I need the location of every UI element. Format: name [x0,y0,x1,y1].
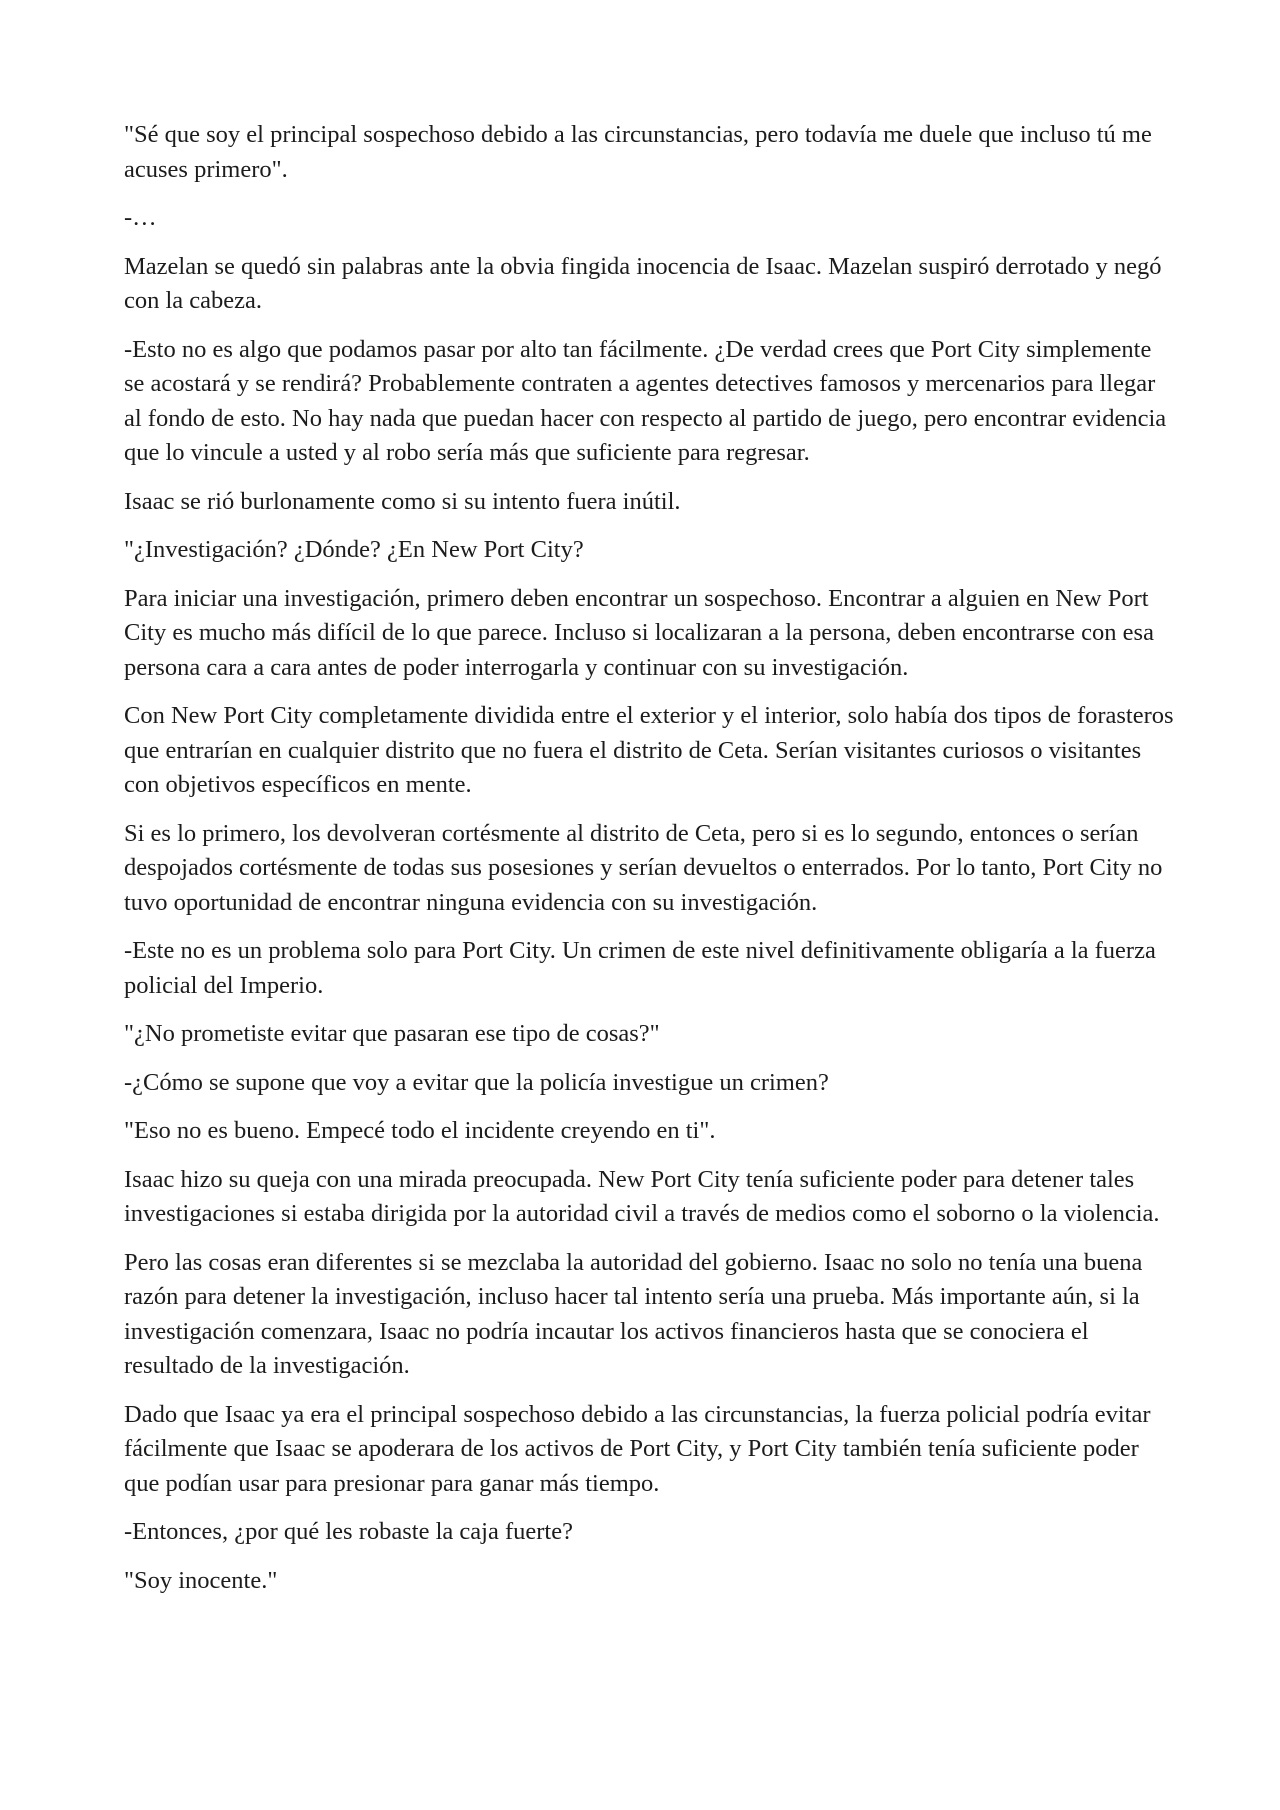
document-page [124,118,1174,1612]
paragraph: Si es lo primero, los devolveran cortésmente al distrito de Ceta, pero si es lo segundo, entonces o serían despojados cortésmente de todas sus posesiones y serían devueltos o enterrados. Por lo tanto, Port City no tuvo oportunidad de encontrar ninguna evidencia con su investigación. [124,819,1163,916]
paragraph: "¿No prometiste evitar que pasaran ese tipo de cosas?" [124,1020,660,1047]
paragraph: "Soy inocente." [124,1566,278,1594]
paragraph: "Sé que soy el principal sospechoso debido a las circunstancias, pero todavía me duele que incluso tú me acuses primero". [124,121,1152,183]
paragraph: Isaac hizo su queja con una mirada preocupada. New Port City tenía suficiente poder para detener tales investigaciones si estaba dirigida por la autoridad civil a través de medios como el soborno o la violencia. [124,1165,1160,1227]
paragraph: Mazelan se quedó sin palabras ante la obvia fingida inocencia de Isaac. Mazelan suspiró derrotado y negó con la cabeza. [124,252,1162,314]
paragraph: -… [124,204,157,231]
paragraph: Para iniciar una investigación, primero deben encontrar un sospechoso. Encontrar a alguien en New Port City es mucho más difícil de lo que parece. Incluso si localizaran a la persona, deben encontrarse con esa persona cara a cara antes de poder interrogarla y continuar con su investigación. [124,584,1154,681]
paragraph: Dado que Isaac ya era el principal sospechoso debido a las circunstancias, la fuerza policial podría evitar fácilmente que Isaac se apoderara de los activos de Port City, y Port City también tenía suficiente poder que podían usar para presionar para ganar más tiempo. [124,1400,1151,1497]
paragraph: "Eso no es bueno. Empecé todo el incidente creyendo en ti". [124,1117,716,1144]
paragraph: Con New Port City completamente dividida entre el exterior y el interior, solo había dos tipos de forasteros que entrarían en cualquier distrito que no fuera el distrito de Ceta. Serían visitantes curiosos o visitantes con objetivos específicos en mente. [124,702,1174,798]
paragraph: -Este no es un problema solo para Port City. Un crimen de este nivel definitivamente obligaría a la fuerza policial del Imperio. [124,937,1156,999]
paragraph: -Esto no es algo que podamos pasar por alto tan fácilmente. ¿De verdad crees que Port City simplemente se acostará y se rendirá? Probablemente contraten a agentes detectives famosos y mercenarios para llegar al fondo de esto. No hay nada que puedan hacer con respecto al partido de juego, pero encontrar evidencia que lo vincule a usted y al robo sería más que suficiente para regresar. [124,335,1167,466]
paragraph: Pero las cosas eran diferentes si se mezclaba la autoridad del gobierno. Isaac no solo no tenía una buena razón para detener la investigación, incluso hacer tal intento sería una prueba. Más importante aún, si la investigación comenzara, Isaac no podría incautar los activos financieros hasta que se conociera el resultado de la investigación. [124,1248,1143,1379]
paragraph: "¿Investigación? ¿Dónde? ¿En New Port City? [124,536,584,563]
paragraph: -Entonces, ¿por qué les robaste la caja fuerte? [124,1518,573,1545]
paragraph: Isaac se rió burlonamente como si su intento fuera inútil. [124,487,681,515]
paragraph: -¿Cómo se supone que voy a evitar que la policía investigue un crimen? [124,1068,829,1096]
